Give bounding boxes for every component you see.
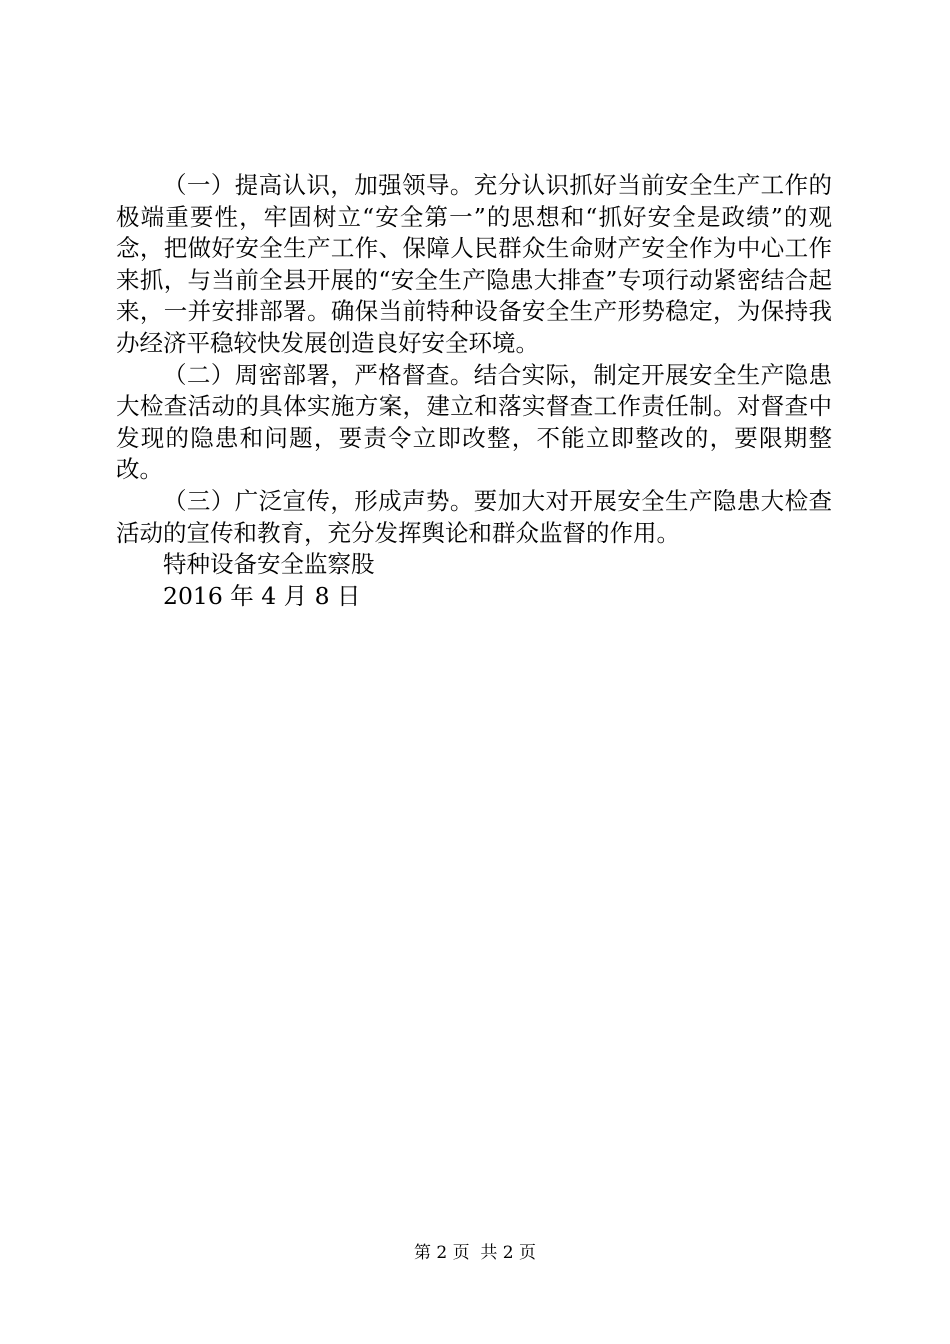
document-body [116, 170, 832, 612]
page-number-label: 第 2 页 共 2 页 [413, 1243, 537, 1263]
paragraph-3: （三）广泛宣传，形成声势。要加大对开展安全生产隐患大检查活动的宣传和教育，充分发挥舆论和群众监督的作用。 [116, 486, 832, 547]
signature-unit: 特种设备安全监察股 [163, 550, 375, 579]
paragraph-1: （一）提高认识，加强领导。充分认识抓好当前安全生产工作的极端重要性，牢固树立“安全第一”的思想和“抓好安全是政绩”的观念，把做好安全生产工作、保障人民群众生命财产安全作为中心工作来抓，与当前全县开展的“安全生产隐患大排查”专项行动紧密结合起来，一并安排部署。确保当前特种设备安全生产形势稳定，为保持我办经济平稳较快发展创造良好安全环境。 [116, 171, 832, 357]
page-footer [0, 1242, 950, 1264]
signature-date: 2016 年 4 月 8 日 [163, 581, 361, 610]
paragraph-2: （二）周密部署，严格督查。结合实际，制定开展安全生产隐患大检查活动的具体实施方案，建立和落实督查工作责任制。对督查中发现的隐患和问题，要责令立即改整，不能立即整改的，要限期整改。 [116, 360, 832, 484]
